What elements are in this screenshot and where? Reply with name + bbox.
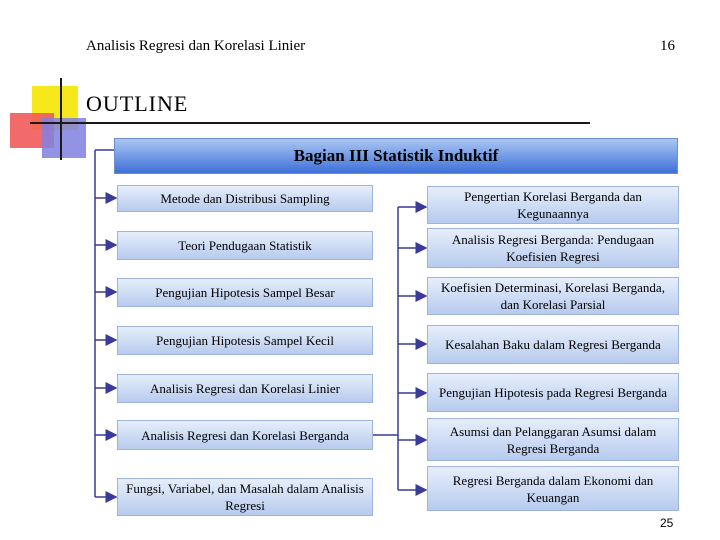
topic-box-sampling xyxy=(117,185,373,212)
subtopic-box-assumptions xyxy=(427,418,679,461)
topic-label: Metode dan Distribusi Sampling xyxy=(160,191,330,206)
subtopic-label: Asumsi dan Pelanggaran Asumsi dalam Regresi Berganda xyxy=(449,423,657,456)
outline-heading: OUTLINE xyxy=(86,91,189,116)
subtopic-label: Pengujian Hipotesis pada Regresi Berganda xyxy=(439,385,667,400)
subtopic-box-hypothesis-test xyxy=(427,373,679,412)
subtopic-box-multiple-correlation xyxy=(427,186,679,224)
topic-label: Analisis Regresi dan Korelasi Linier xyxy=(150,381,340,396)
topic-label: Analisis Regresi dan Korelasi Berganda xyxy=(141,427,349,443)
section-title-bar xyxy=(114,138,678,174)
page-number: 25 xyxy=(660,516,674,530)
subtopic-label: Regresi Berganda dalam Ekonomi dan Keuangan xyxy=(452,472,654,505)
topic-box-linear-regression xyxy=(117,374,373,403)
subtopic-box-determination xyxy=(427,277,679,315)
topic-box-regression-problems xyxy=(117,478,373,516)
topic-box-small-sample-test xyxy=(117,326,373,355)
header-slide-number: 16 xyxy=(660,38,675,54)
subtopic-box-economics-finance xyxy=(427,466,679,511)
header-title: Analisis Regresi dan Korelasi Linier xyxy=(86,38,306,54)
subtopic-label: Kesalahan Baku dalam Regresi Berganda xyxy=(445,337,661,352)
topic-box-estimation xyxy=(117,231,373,260)
topic-label: Fungsi, Variabel, dan Masalah dalam Analisis Regresi xyxy=(126,481,364,513)
subtopic-label: Analisis Regresi Berganda: Pendugaan Koefisien Regresi xyxy=(451,232,655,264)
subtopic-box-standard-error xyxy=(427,325,679,364)
subtopic-label: Pengertian Korelasi Berganda dan Kegunaannya xyxy=(464,189,642,221)
topic-box-multiple-regression xyxy=(117,420,373,450)
topic-label: Teori Pendugaan Statistik xyxy=(178,238,312,253)
topic-box-large-sample-test xyxy=(117,278,373,307)
topic-label: Pengujian Hipotesis Sampel Kecil xyxy=(155,333,334,348)
section-title: Bagian III Statistik Induktif xyxy=(293,146,499,165)
subtopic-label: Koefisien Determinasi, Korelasi Berganda, dan Korelasi Parsial xyxy=(441,280,665,312)
topic-label: Pengujian Hipotesis Sampel Besar xyxy=(155,285,335,300)
subtopic-box-coefficient-estimation xyxy=(427,228,679,268)
